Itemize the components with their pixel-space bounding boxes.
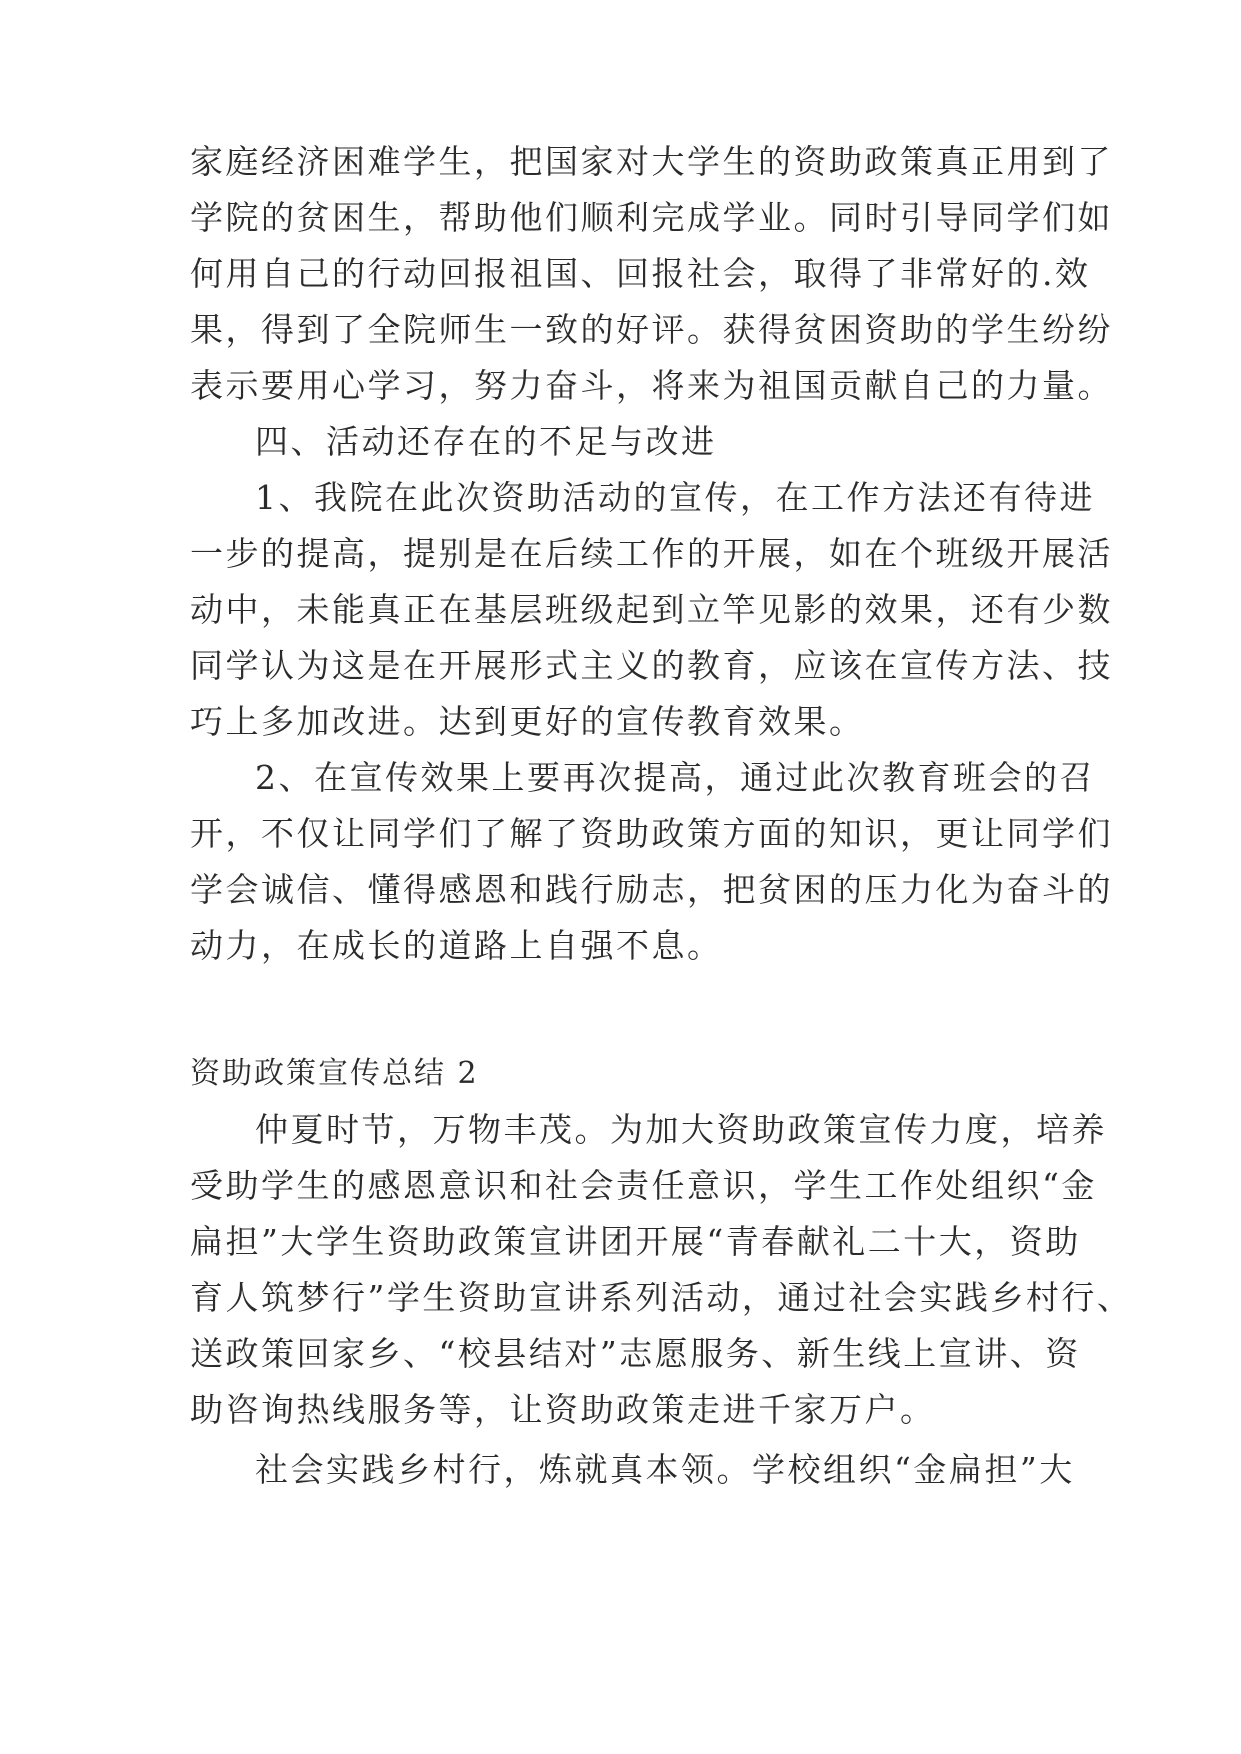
paragraph-line: 仲夏时节，万物丰茂。为加大资助政策宣传力度，培养 (255, 1110, 1107, 1149)
paragraph-line: 学院的贫困生，帮助他们顺利完成学业。同时引导同学们如 (190, 198, 1113, 237)
paragraph-line: 果，得到了全院师生一致的好评。获得贫困资助的学生纷纷 (190, 310, 1113, 349)
paragraph-line: 家庭经济困难学生，把国家对大学生的资助政策真正用到了 (190, 142, 1113, 181)
paragraph-line: 助咨询热线服务等，让资助政策走进千家万户。 (190, 1390, 936, 1429)
paragraph-line: 社会实践乡村行，炼就真本领。学校组织“金扁担”大 (255, 1450, 1075, 1489)
paragraph-line: 动力，在成长的道路上自强不息。 (190, 926, 723, 965)
paragraph-line: 育人筑梦行”学生资助宣讲系列活动，通过社会实践乡村行、 (190, 1278, 1133, 1317)
paragraph-line: 学会诚信、懂得感恩和践行励志，把贫困的压力化为奋斗的 (190, 870, 1113, 909)
section-heading: 四、活动还存在的不足与改进 (255, 422, 717, 461)
paragraph-line: 开，不仅让同学们了解了资助政策方面的知识，更让同学们 (190, 814, 1113, 853)
paragraph-line: 何用自己的行动回报祖国、回报社会，取得了非常好的.效 (190, 254, 1091, 293)
paragraph-line: 同学认为这是在开展形式主义的教育，应该在宣传方法、技 (190, 646, 1113, 685)
paragraph-line: 一步的提高，提别是在后续工作的开展，如在个班级开展活 (190, 534, 1113, 573)
paragraph-line: 送政策回家乡、“校县结对”志愿服务、新生线上宣讲、资 (190, 1334, 1081, 1373)
article-title: 资助政策宣传总结 2 (190, 1056, 479, 1091)
paragraph-line: 受助学生的感恩意识和社会责任意识，学生工作处组织“金 (190, 1166, 1097, 1205)
paragraph-line: 表示要用心学习，努力奋斗，将来为祖国贡献自己的力量。 (190, 366, 1113, 405)
paragraph-line: 扁担”大学生资助政策宣讲团开展“青春献礼二十大，资助 (190, 1222, 1081, 1261)
paragraph-line: 巧上多加改进。达到更好的宣传教育效果。 (190, 702, 865, 741)
paragraph-line: 2、在宣传效果上要再次提高，通过此次教育班会的召 (255, 758, 1095, 797)
paragraph-line: 动中，未能真正在基层班级起到立竿见影的效果，还有少数 (190, 590, 1113, 629)
paragraph-line: 1、我院在此次资助活动的宣传，在工作方法还有待进 (255, 478, 1095, 517)
